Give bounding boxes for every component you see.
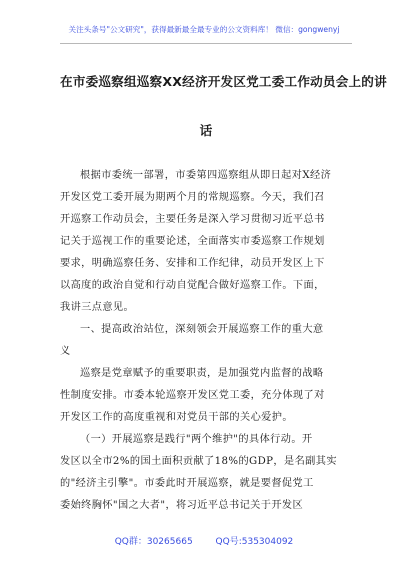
document-title-line1: 在市委巡察组巡察XX经济开发区党工委工作动员会上的讲 xyxy=(60,74,387,89)
section-heading: 一、提高政治站位，深刻领会开展巡察工作的重大意 xyxy=(80,324,324,335)
footer-qq: QQ号:535304092 xyxy=(215,537,294,547)
body-line: 开发区党工委开展为期两个月的常规巡察。今天，我们召 xyxy=(60,192,325,203)
page-footer xyxy=(0,534,408,547)
body-line: 开发区工作的高度重视和对党员干部的关心爱护。 xyxy=(60,412,293,423)
document-title-line2: 话 xyxy=(199,123,213,138)
body-line: 委始终胸怀"国之大者"，将习近平总书记关于开发区 xyxy=(60,500,304,511)
header-divider xyxy=(60,43,352,44)
page-header: 关注头条号"公文研究"，获得最新最全最专业的公文资料库！ 微信：gongwenyj xyxy=(68,25,340,34)
body-line: 的"经济主引擎"。市委此时开展巡察，就是要督促党工 xyxy=(60,478,314,489)
section-heading-cont: 义 xyxy=(60,346,71,357)
body-line: 要求，明确巡察任务、安排和工作纪律，动员开发区上下 xyxy=(60,258,325,269)
document-body xyxy=(60,165,352,517)
body-line: 巡察是党章赋予的重要职责，是加强党内监督的战略 xyxy=(80,368,324,379)
body-line: 根据市委统一部署，市委第四巡察组从即日起对X经济 xyxy=(80,170,332,181)
body-line: 我讲三点意见。 xyxy=(60,302,135,313)
subsection-line: （一）开展巡察是践行"两个维护"的具体行动。开 xyxy=(80,434,313,445)
body-line: 开巡察工作动员会，主要任务是深入学习贯彻习近平总书 xyxy=(60,214,325,225)
body-line: 以高度的政治自觉和行动自觉配合做好巡察工作。下面， xyxy=(60,280,325,291)
body-line: 记关于巡视工作的重要论述，全面落实市委巡察工作规划 xyxy=(60,236,325,247)
body-line: 性制度安排。市委本轮巡察开发区党工委，充分体现了对 xyxy=(60,390,325,401)
footer-qq-group: QQ群：30265665 xyxy=(114,537,193,547)
body-line: 发区以全市2%的国土面积贡献了18%的GDP，是名副其实 xyxy=(60,456,337,467)
